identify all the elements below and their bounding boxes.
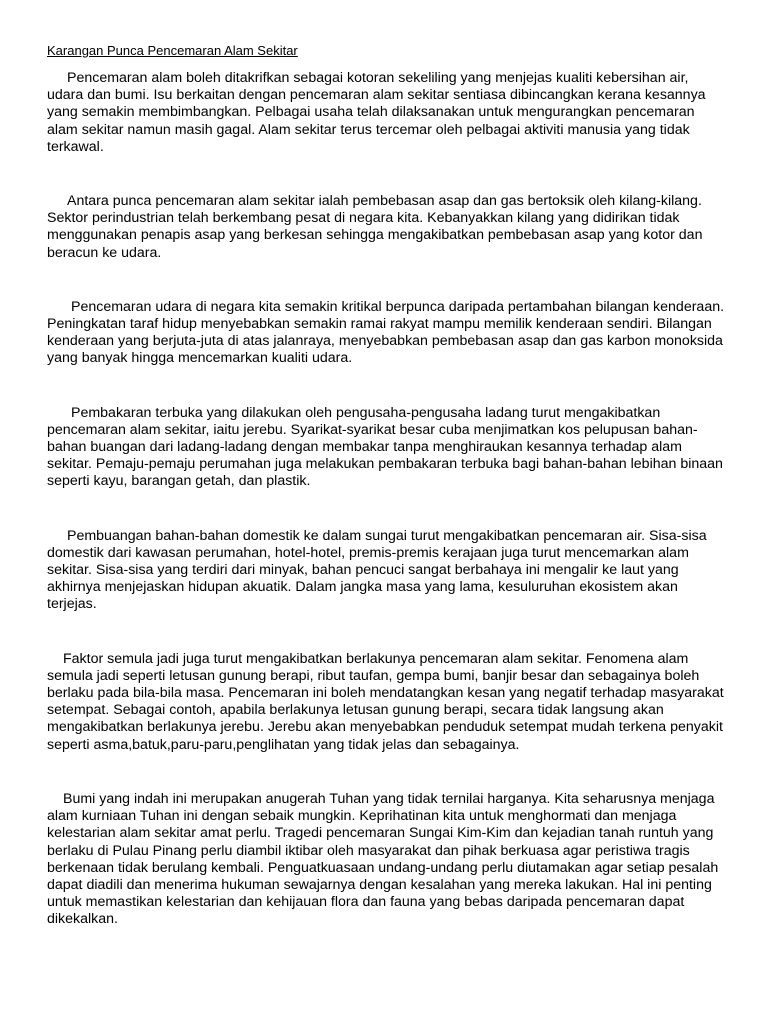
paragraph-2: Antara punca pencemaran alam sekitar ialah pembebasan asap dan gas bertoksik oleh kilang-kilang. Sektor perindustrian telah berkembang pesat di negara kita. Kebanyakkan kilang yang didirikan tidak menggunakan penapis asap yang berkesan sehingga mengakibatkan pembebasan asap yang kotor dan beracun ke udara. [47,193,703,261]
document-title: Karangan Punca Pencemaran Alam Sekitar [47,43,298,58]
paragraph-3: Pencemaran udara di negara kita semakin kritikal berpunca daripada pertambahan bilangan kenderaan. Peningkatan taraf hidup menyebabkan semakin ramai rakyat mampu memilik kenderaan sendiri. Bilangan kenderaan yang berjuta-juta di atas jalanraya, menyebabkan pembebasan asap dan gas karbon monoksida yang banyak hingga mencemarkan kualiti udara. [47,298,725,367]
paragraph-1: Pencemaran alam boleh ditakrifkan sebagai kotoran sekeliling yang menjejas kualiti kebersihan air, udara dan bumi. Isu berkaitan dengan pencemaran alam sekitar sentiasa dibincangkan kerana kesannya yang semakin membimbangkan. Pelbagai usaha telah dilaksanakan untuk mengurangkan pencemaran alam sekitar namun masih gagal. Alam sekitar terus tercemar oleh pelbagai aktiviti manusia yang tidak terkawal. [47,70,706,155]
paragraph-6: Faktor semula jadi juga turut mengakibatkan berlakunya pencemaran alam sekitar. Fenomena alam semula jadi seperti letusan gunung berapi, ribut taufan, gempa bumi, banjir besar dan sebagainya boleh berlaku pada bila-bila masa. Pencemaran ini boleh mendatangkan kesan yang negatif terhadap masyarakat setempat. Sebagai contoh, apabila berlakunya letusan gunung berapi, secara tidak langsung akan mengakibatkan berlakunya jerebu. Jerebu akan menyebabkan penduduk setempat mudah terkena penyakit seperti asma,batuk,paru-paru,penglihatan yang tidak jelas dan sebagainya. [47,650,724,753]
paragraph-5: Pembuangan bahan-bahan domestik ke dalam sungai turut mengakibatkan pencemaran air. Sisa-sisa domestik dari kawasan perumahan, hotel-hotel, premis-premis kerajaan juga turut mencemarkan alam sekitar. Sisa-sisa yang terdiri dari minyak, bahan pencuci sangat berbahaya ini mengalir ke laut yang akhirnya menjejaskan hidupan akuatik. Dalam jangka masa yang lama, kesuluruhan ekosistem akan terjejas. [47,527,707,613]
paragraph-7: Bumi yang indah ini merupakan anugerah Tuhan yang tidak ternilai harganya. Kita seharusnya menjaga alam kurniaan Tuhan ini dengan sebaik mungkin. Keprihatinan kita untuk menghormati dan menjaga kelestarian alam sekitar amat perlu. Tragedi pencemaran Sungai Kim-Kim dan kejadian tanah runtuh yang berlaku di Pulau Pinang perlu diambil iktibar oleh masyarakat dan pihak berkuasa agar peristiwa tragis berkenaan tidak berulang kembali. Penguatkuasaan undang-undang perlu diutamakan agar setiap pesalah dapat diadili dan menerima hukuman sewajarnya dengan kesalahan yang mereka lakukan. Hal ini penting untuk memastikan kelestarian dan kehijauan flora dan fauna yang bebas daripada pencemaran dapat dikekalkan. [47,790,719,928]
paragraph-4: Pembakaran terbuka yang dilakukan oleh pengusaha-pengusaha ladang turut mengakibatkan pencemaran alam sekitar, iaitu jerebu. Syarikat-syarikat besar cuba menjimatkan kos pelupusan bahan-bahan buangan dari ladang-ladang dengan membakar tanpa menghiraukan kesannya terhadap alam sekitar. Pemaju-pemaju perumahan juga melakukan pembakaran terbuka bagi bahan-bahan lebihan binaan seperti kayu, barangan getah, dan plastik. [47,404,723,490]
